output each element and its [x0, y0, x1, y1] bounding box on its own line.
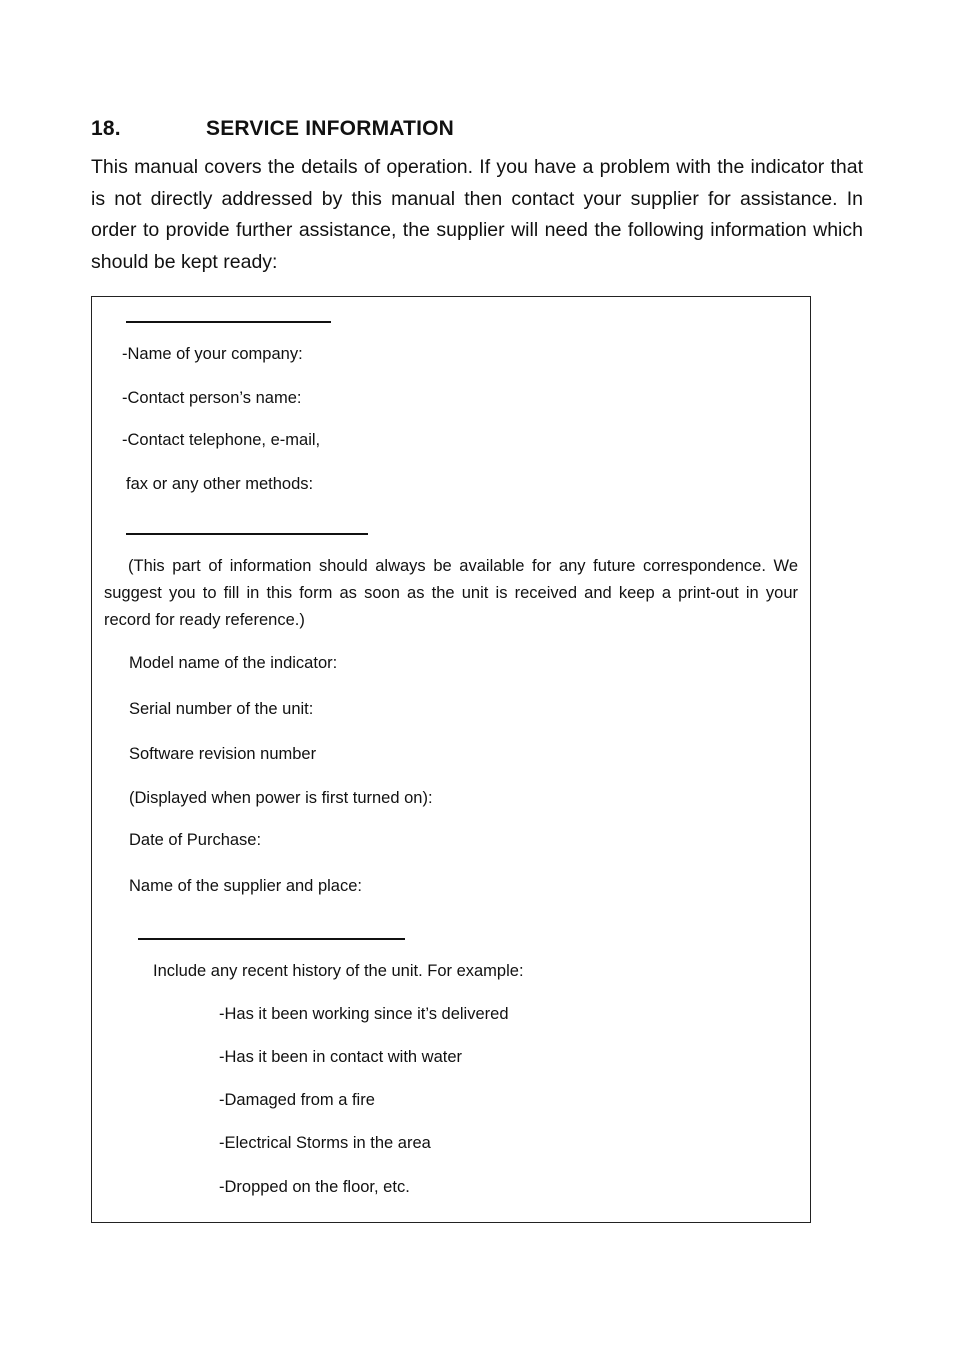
field-contact-methods: -Contact telephone, e-mail,: [122, 431, 321, 449]
note-paragraph: (This part of information should always be available for any future correspondence. We suggest you to fill in this form as soon as the unit is received and keep a print-out in your record for ready reference.): [104, 557, 798, 629]
field-model-name: Model name of the indicator:: [129, 654, 338, 672]
divider: [126, 321, 331, 323]
history-item: -Has it been working since it’s delivered: [219, 1005, 509, 1023]
history-item: -Electrical Storms in the area: [219, 1134, 431, 1152]
history-item: -Dropped on the floor, etc.: [219, 1178, 410, 1196]
field-company-name: -Name of your company:: [122, 345, 303, 363]
divider: [138, 938, 405, 940]
field-software-revision-note: (Displayed when power is first turned on):: [129, 789, 433, 807]
field-contact-methods-cont: fax or any other methods:: [126, 475, 314, 493]
history-item: -Damaged from a fire: [219, 1091, 375, 1109]
section-heading: [91, 117, 454, 141]
divider: [126, 533, 368, 535]
service-info-form: [91, 296, 811, 1223]
history-intro: Include any recent history of the unit. For example:: [153, 962, 524, 980]
field-software-revision: Software revision number: [129, 745, 317, 763]
field-contact-person: -Contact person’s name:: [122, 389, 302, 407]
field-supplier-name: Name of the supplier and place:: [129, 877, 362, 895]
intro-paragraph: This manual covers the details of operation. If you have a problem with the indicator that is not directly addressed by this manual then contact your supplier for assistance. In order to provide further assistance, the supplier will need the following information which should be kept ready:: [91, 156, 863, 274]
section-title: SERVICE INFORMATION: [206, 117, 455, 140]
section-number: 18.: [91, 117, 121, 140]
field-date-of-purchase: Date of Purchase:: [129, 831, 262, 849]
field-serial-number: Serial number of the unit:: [129, 700, 314, 718]
history-item: -Has it been in contact with water: [219, 1048, 463, 1066]
